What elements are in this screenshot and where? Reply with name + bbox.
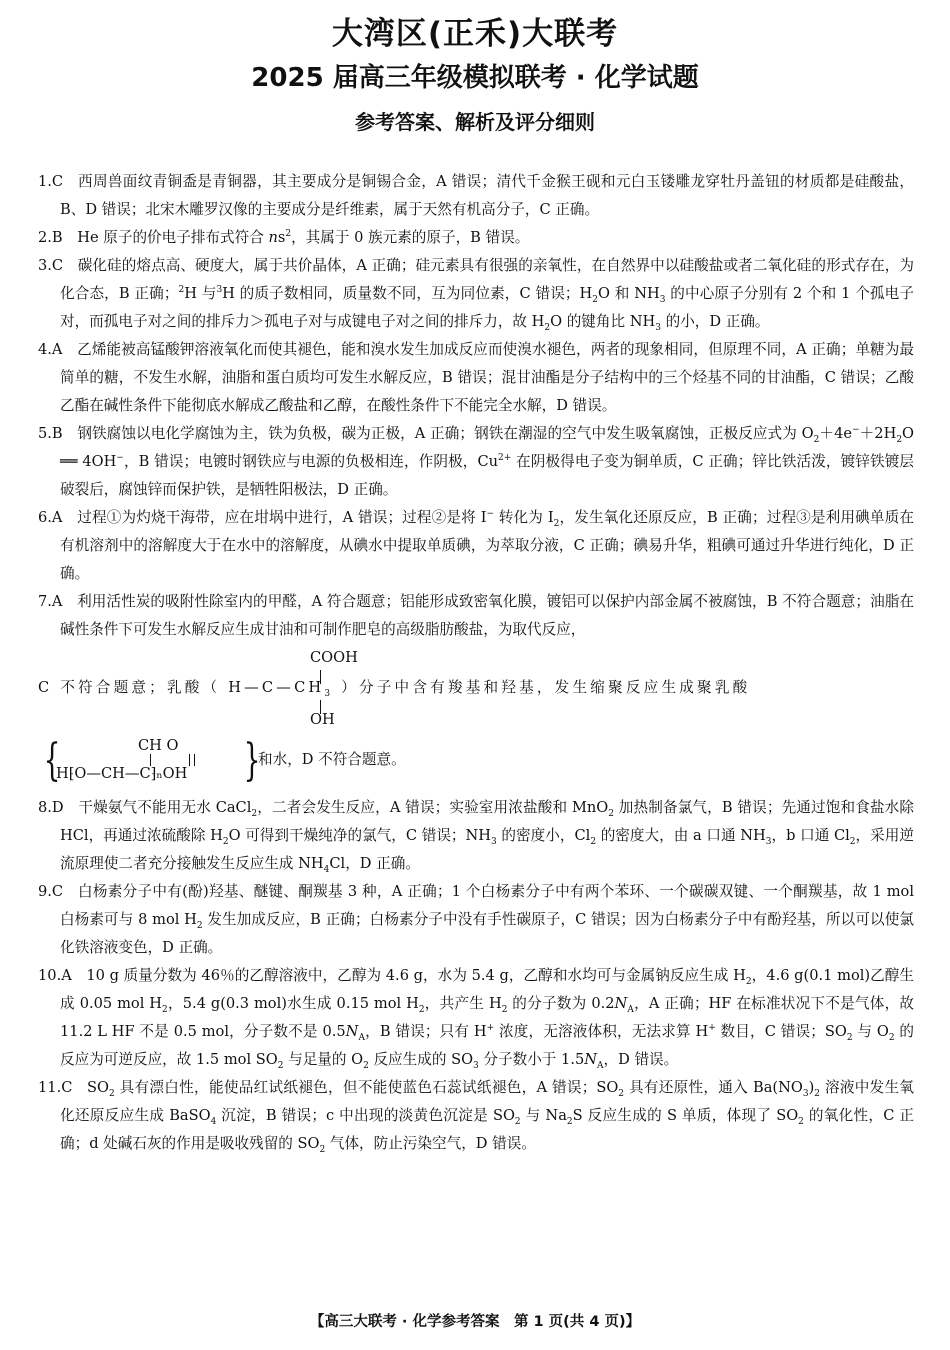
- question-number: 4.A: [38, 341, 78, 358]
- question-number: 2.B: [38, 229, 78, 246]
- polylactic-acid-formula: [38, 732, 914, 794]
- question-number: 1.C: [38, 173, 78, 190]
- answers-body: [38, 168, 914, 1158]
- question-6: [38, 504, 914, 588]
- poly-main-chain: H⁅O—CH—C⁆ₙOH: [56, 765, 188, 782]
- question-number: 8.D: [38, 799, 79, 816]
- question-number: 6.A: [38, 509, 78, 526]
- question-7: [38, 588, 914, 644]
- page-caption: 参考答案、解析及评分细则: [355, 110, 595, 134]
- question-explanation: 10 g 质量分数为 46％的乙醇溶液中，乙醇为 4.6 g，水为 5.4 g，乙醇和水均可与金属钠反应生成 $H_2$，4.6 g(0.1 mol)乙醇生成 0.05 mol $H_2$，5.4 g(0.3 mol)水生成 0.15 mol $H_2$，共产生 $H_2$ 的分子数为 $0.2N_A$，A 正确；HF 在标准状况下不是气体，故 11.2 L HF 不是 0.5 mol，分子数不是 $0.5N_A$，B 错误；只有 H+ 浓度，无溶液体积，无法求算 H+ 数目，C 错误；$SO_2$ 与 $O_2$ 的反应为可逆反应，故 1.5 mol $SO_2$ 与足量的 $O_2$ 反应生成的 $SO_3$ 分子数小于 $1.5N_A$，D 错误。: [60, 967, 914, 1071]
- question-explanation: 过程①为灼烧干海带，应在坩埚中进行，A 错误；过程②是将 I− 转化为 $I_2$，发生氧化还原反应，B 正确；过程③是利用碘单质在有机溶剂中的溶解度大于在水中的溶解度，从碘水中提取单质碘，为萃取分液，C 正确；碘易升华，粗碘可通过升华进行纯化，D 正确。: [60, 509, 914, 582]
- question-9: [38, 878, 914, 962]
- question-number: 3.C: [38, 257, 78, 274]
- page-footer: 【高三大联考 · 化学参考答案 第 1 页(共 4 页)】: [309, 1314, 641, 1330]
- question-number: 5.B: [38, 425, 78, 442]
- question-explanation: 乙烯能被高锰酸钾溶液氧化而使其褪色，能和溴水发生加成反应而使溴水褪色，两者的现象相同，但原理不同，A 正确；单糖为最简单的糖，不发生水解，油脂和蛋白质均可发生水解反应，B 错误；混甘油酯是分子结构中的三个烃基不同的甘油酯，C 错误；乙酸乙酯在碱性条件下能彻底水解成乙酸盐和乙醇，在酸性条件下不能完全水解，D 错误。: [60, 341, 914, 414]
- poly-tail-text: 和水，D 不符合题意。: [258, 751, 406, 768]
- page-subtitle: 2025 届高三年级模拟联考 · 化学试题: [251, 63, 699, 93]
- question-explanation: He 原子的价电子排布式符合 $ns^2$，其属于 0 族元素的原子，B 错误。: [77, 229, 530, 246]
- question-1: [38, 168, 914, 224]
- question-2: [38, 224, 914, 252]
- question-8: [38, 794, 914, 878]
- question-number: 7.A: [38, 593, 78, 610]
- question-explanation: 钢铁腐蚀以电化学腐蚀为主，铁为负极，碳为正极，A 正确；钢铁在潮湿的空气中发生吸氧腐蚀，正极反应式为 $O_2+4e^-+2H_2O$ ══ 4OH−，B 错误；电镀时钢铁应与电源的负极相连，作阴极，$Cu^{2+}$ 在阴极得电子变为铜单质，C 正确；锌比铁活泼，镀锌铁镀层破裂后，腐蚀锌而保护铁，是牺牲阳极法，D 正确。: [60, 425, 915, 498]
- brace-right: }: [243, 735, 261, 786]
- question-explanation: $SO_2$ 具有漂白性，能使品红试纸褪色，但不能使蓝色石蕊试纸褪色，A 错误；$SO_2$ 具有还原性，通入 $Ba(NO_3)_2$ 溶液中发生氧化还原反应生成 BaSO$_4$ 沉淀，B 错误；c 中出现的淡黄色沉淀是 $SO_2$ 与 $Na_2S$ 反应生成的 S 单质，体现了 $SO_2$ 的氧化性，C 正确；d 处碱石灰的作用是吸收残留的 $SO_2$ 气体，防止污染空气，D 错误。: [60, 1079, 915, 1155]
- question-4: [38, 336, 914, 420]
- page-title: 大湾区(正禾)大联考: [331, 16, 619, 52]
- question-number: 11.C: [38, 1079, 87, 1096]
- question-explanation: 白杨素分子中有(酚)羟基、醚键、酮羰基 3 种，A 正确；1 个白杨素分子中有两个苯环、一个碳碳双键、一个酮羰基，故 1 mol 白杨素可与 8 mol $H_2$ 发生加成反应，B 正确；白杨素分子中没有手性碳原子，C 错误；因为白杨素分子中有酚羟基，所以可以使氯化铁溶液变色，D 正确。: [60, 883, 914, 956]
- question-explanation: 利用活性炭的吸附性除室内的甲醛，A 符合题意；铝能形成致密氧化膜，镀铝可以保护内部金属不被腐蚀，B 不符合题意；油脂在碱性条件下可发生水解反应生成甘油和可制作肥皂的高级脂肪酸盐，为取代反应，: [60, 593, 914, 638]
- question-number: 10.A: [38, 967, 87, 984]
- question-explanation: 碳化硅的熔点高、硬度大，属于共价晶体，A 正确；硅元素具有很强的亲氧性，在自然界中以硅酸盐或者二氧化硅的形式存在，为化合态，B 正确；$^2$H 与$^3$H 的质子数相同，质量数不同，互为同位素，C 错误；$H_2O$ 和 $NH_3$ 的中心原子分别有 2 个和 1 个孤电子对，而孤电子对之间的排斥力＞孤电子对与成键电子对之间的排斥力，故 $H_2O$ 的键角比 $NH_3$ 的小，D 正确。: [60, 257, 914, 333]
- poly-double-bond: [189, 754, 195, 766]
- question-explanation: 干燥氨气不能用无水 CaCl$_2$，二者会发生反应，A 错误；实验室用浓盐酸和 MnO$_2$ 加热制备氯气，B 错误；先通过饱和食盐水除 HCl，再通过浓硫酸除 $H_2O$ 可得到干燥纯净的氯气，C 错误；$NH_3$ 的密度小，$Cl_2$ 的密度大，由 a 口通 $NH_3$，b 口通 $Cl_2$，采用逆流原理使二者充分接触发生反应生成 $NH_4Cl$，D 正确。: [60, 799, 914, 875]
- question-11: [38, 1074, 914, 1158]
- question-5: [38, 420, 914, 504]
- question-10: [38, 962, 914, 1074]
- brace-left: {: [43, 735, 61, 786]
- poly-top-groups: CH O: [138, 737, 179, 754]
- question-number: 9.C: [38, 883, 78, 900]
- question-explanation: 西周兽面纹青铜盉是青铜器，其主要成分是铜锡合金，A 错误；清代千金猴王砚和元白玉镂雕龙穿牡丹盖钮的材质都是硅酸盐，B、D 错误；北宋木雕罗汉像的主要成分是纤维素，属于天然有机高分子，C 正确。: [60, 173, 914, 218]
- question-3: [38, 252, 914, 336]
- formula-cooh: COOH: [310, 649, 358, 666]
- formula-oh: OH: [310, 711, 335, 728]
- lactic-acid-formula: [38, 644, 914, 732]
- formula-line: C 不符合题意；乳酸（ $H—C—CH_3$ ）分子中含有羧基和羟基，发生缩聚反应生成聚乳酸: [38, 679, 751, 699]
